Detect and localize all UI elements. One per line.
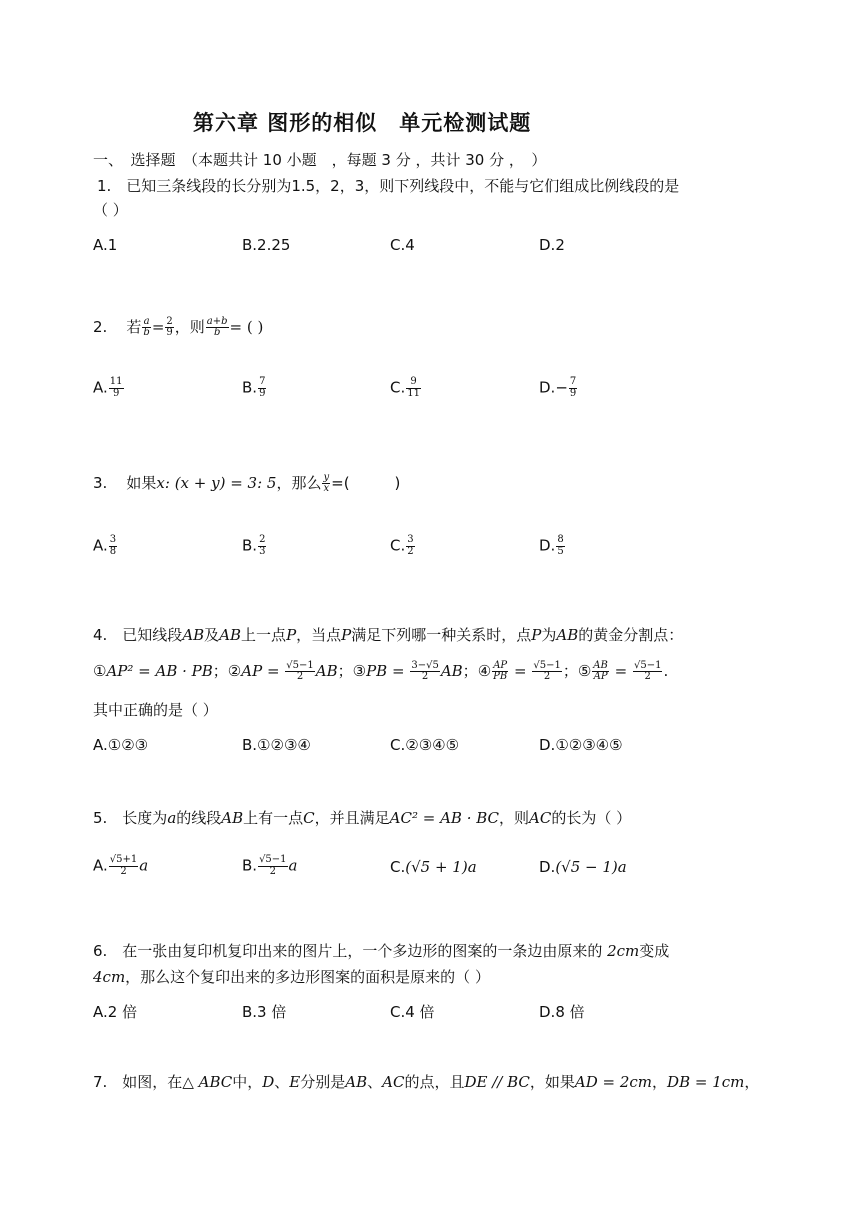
question-1-stem: 1. 已知三条线段的长分别为1.5，2，3，则下列线段中，不能与它们组成比例线段的是 (97, 177, 680, 195)
q2-ruo: 若 (126, 318, 142, 336)
q2-option-b-frac: $\frac{7}{9}$ (259, 376, 266, 399)
q6-option-a: A.2 倍 (93, 1003, 138, 1021)
q4-option-b: B.①②③④ (242, 736, 311, 754)
q3-number: 3. (93, 474, 108, 492)
q2-frac-apb-over-b: $\frac{a+b}{b}$ (206, 315, 228, 338)
question-1-paren: （ ） (93, 201, 128, 219)
q5-condition: AC² = AB · BC (389, 809, 500, 827)
q4-condition-3: PB = (366, 662, 410, 680)
q6-option-c: C.4 倍 (390, 1003, 435, 1021)
q4-condition-1: AP² = AB · PB (106, 662, 213, 680)
question-7-stem: 7. 如图，在△ ABC中，D、E分别是AB、AC的点，且DE // BC，如果AD = 2cm，DB = 1cm， (93, 1073, 760, 1091)
q1-option-a: A.1 (93, 236, 118, 254)
q1-option-c: C.4 (390, 236, 415, 254)
q6-option-b: B.3 倍 (242, 1003, 287, 1021)
q1-option-b: B.2.25 (242, 236, 291, 254)
q4-option-c: C.②③④⑤ (390, 736, 460, 754)
q1-option-d: D.2 (539, 236, 565, 254)
question-6-line-2: 4cm，那么这个复印出来的多边形图案的面积是原来的（ ） (93, 968, 490, 986)
q3-option-a: A. $\frac{3}{8}$ (93, 534, 117, 557)
q2-number: 2. (93, 318, 108, 336)
q5-option-a: A. $\frac{√5+1}{2}$ a (93, 854, 149, 877)
section-header: 一、 选择题 （本题共计 10 小题 ，每题 3 分 ，共计 30 分 ， ） (93, 151, 547, 169)
question-4-correct-prompt: 其中正确的是（ ） (93, 701, 218, 719)
q2-frac-a-over-b: $\frac{a}{b}$ (143, 315, 150, 338)
q2-option-d-frac: $\frac{7}{9}$ (569, 376, 577, 399)
q3-option-b: B. $\frac{2}{3}$ (242, 534, 266, 557)
question-4-stem: 4. 已知线段AB及AB上一点P，当点P满足下列哪一种关系时，点P为AB的黄金分割点： (93, 626, 684, 644)
q4-condition-2: AP = (241, 662, 285, 680)
page-title: 第六章 图形的相似 单元检测试题 (193, 111, 532, 135)
q6-option-d: D.8 倍 (539, 1003, 585, 1021)
q5-option-d: D.(√5 − 1)a (539, 858, 627, 876)
q4-option-d: D.①②③④⑤ (539, 736, 623, 754)
question-2-stem: 2. 若 $\frac{a}{b}$ = $\frac{2}{9}$ ，则 $\frac{a+b}{b}$ = ( ) (93, 315, 264, 338)
q3-option-c: C. $\frac{3}{2}$ (390, 534, 414, 557)
q5-option-c: C.(√5 + 1)a (390, 858, 477, 876)
q5-option-b: B. $\frac{√5-1}{2}$ a (242, 854, 298, 877)
question-4-conditions: ①AP² = AB · PB；②AP = $\frac{√5-1}{2}$ AB；③PB = $\frac{3-√5}{2}$ AB；④ $\frac{AP}{PB}$ = $\frac{√5-1}{2}$ ；⑤ $\frac{AB}{AP}$ = $\frac{√5-1}{2}$ . (93, 659, 669, 682)
q2-option-c-frac: $\frac{9}{11}$ (407, 376, 420, 399)
q2-frac-2-over-9: $\frac{2}{9}$ (166, 315, 173, 338)
q3-ratio-expr: x: (x + y) = 3: 5 (156, 474, 277, 492)
q4-condition-4: $\frac{AP}{PB}$ (493, 659, 508, 682)
question-3-stem: 3. 如果x: (x + y) = 3: 5，那么 $\frac{y}{x}$ =( ) (93, 471, 401, 494)
q2-option-d: D.− $\frac{7}{9}$ (539, 376, 577, 399)
q2-option-a-frac: $\frac{11}{9}$ (109, 376, 123, 399)
q2-option-c: C. $\frac{9}{11}$ (390, 376, 420, 399)
q4-option-a: A.①②③ (93, 736, 149, 754)
q3-option-d: D. $\frac{8}{5}$ (539, 534, 564, 557)
q3-frac-y-over-x: $\frac{y}{x}$ (323, 471, 330, 494)
question-5-stem: 5. 长度为a的线段AB上有一点C，并且满足AC² = AB · BC，则AC的长为（ ） (93, 809, 632, 827)
question-6-line-1: 6. 在一张由复印机复印出来的图片上，一个多边形的图案的一条边由原来的 2cm变成 (93, 942, 670, 960)
q4-condition-5: $\frac{AB}{AP}$ (593, 659, 608, 682)
q2-option-a: A. $\frac{11}{9}$ (93, 376, 123, 399)
q2-option-b: B. $\frac{7}{9}$ (242, 376, 266, 399)
